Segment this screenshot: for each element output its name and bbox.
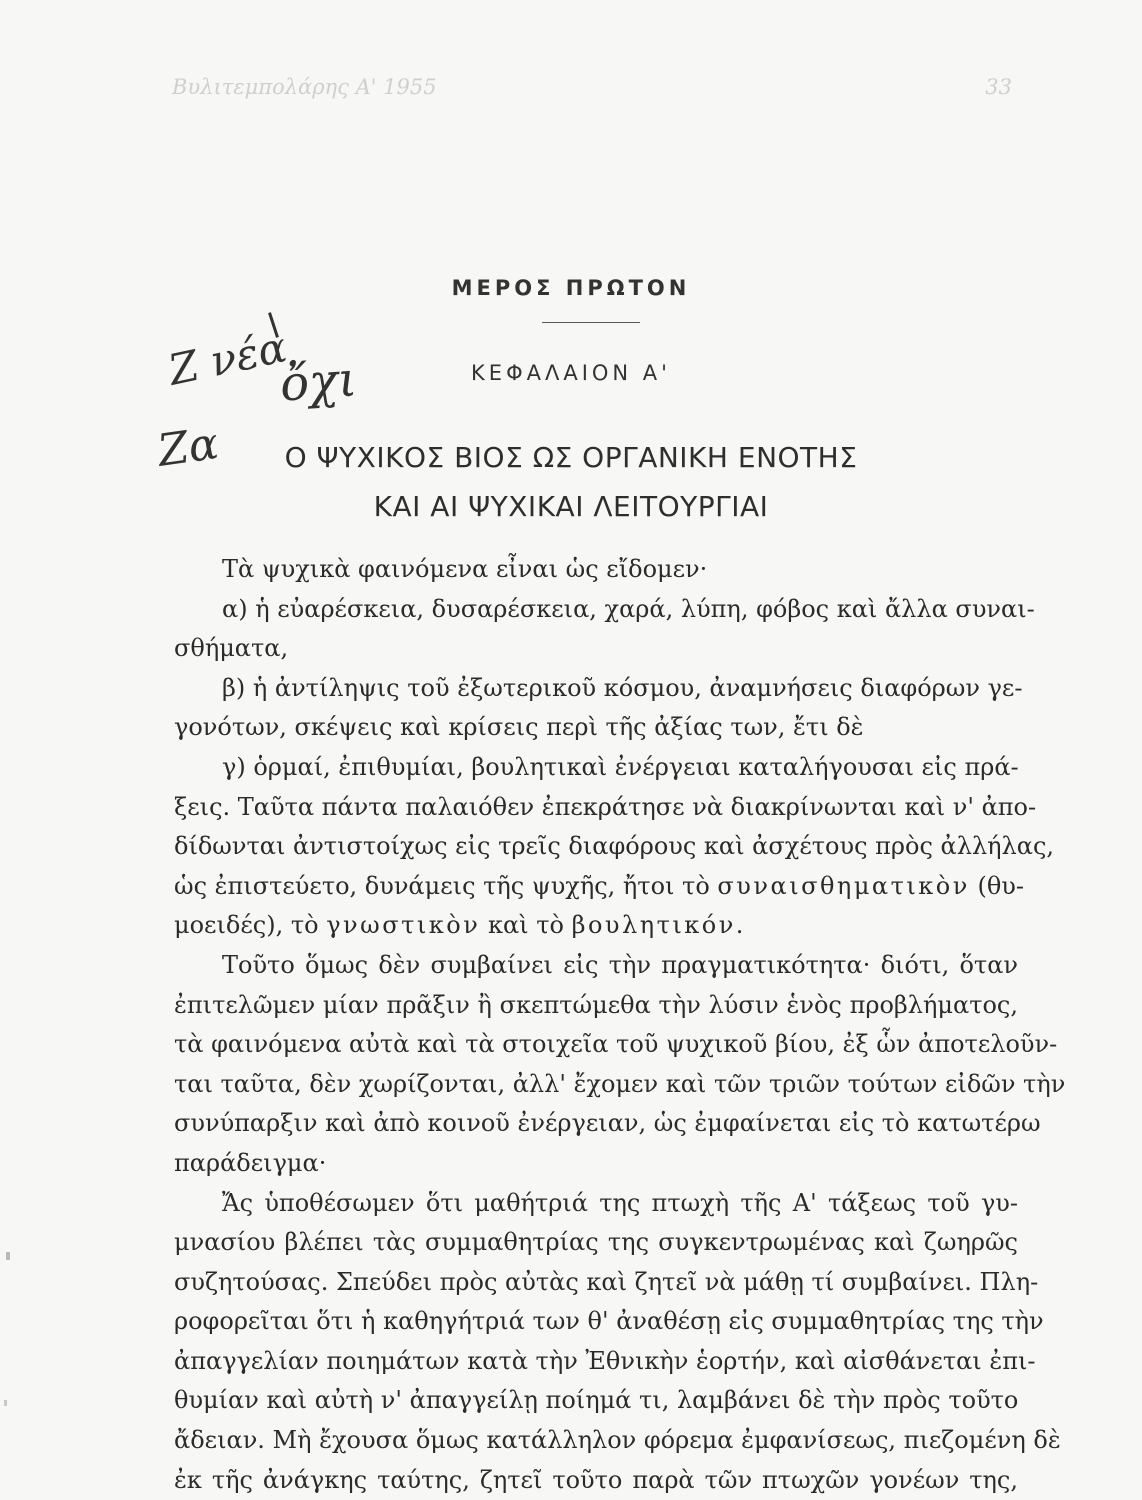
text-line: συζητούσας. Σπεύδει πρὸς αὐτὰς καὶ ζητεῖ νὰ μάθῃ τί συμβαίνει. Πλη- [174,1267,1039,1296]
text-line: ροφορεῖται ὅτι ἡ καθηγήτριά των θ' ἀναθέσῃ εἰς συμμαθητρίας της τὴν [174,1307,1044,1336]
text-line: παράδειγμα· [174,1148,327,1177]
spaced-term: συναισθηματικὸν [717,871,970,900]
text-line: ται ταῦτα, δὲν χωρίζονται, ἀλλ' ἔχομεν καὶ τῶν τριῶν τούτων εἰδῶν τὴν [174,1069,1066,1098]
main-title-line-1: Ο ΨΥΧΙΚΟΣ ΒΙΟΣ ΩΣ ΟΡΓΑΝΙΚΗ ΕΝΟΤΗΣ [284,441,858,474]
spaced-term: γνωστικὸν [326,911,481,940]
text-line: γονότων, σκέψεις καὶ κρίσεις περὶ τῆς ἀξίας των, ἔτι δὲ [174,713,864,742]
scan-artifact [4,1400,7,1406]
part-title: ΜΕΡΟΣ ΠΡΩΤΟΝ [451,276,691,300]
text-line: ἐκ τῆς ἀνάγκης ταύτης, ζητεῖ τοῦτο παρὰ τῶν πτωχῶν γονέων της, [174,1465,1018,1494]
text-line: Ἄς ὑποθέσωμεν ὅτι μαθήτριά της πτωχὴ τῆς Α' τάξεως τοῦ γυ- [222,1188,1018,1217]
text-line: γ) ὁρμαί, ἐπιθυμίαι, βουλητικαὶ ἐνέργειαι καταλήγουσαι εἰς πρά- [222,752,1019,781]
text-segment: ὡς ἐπιστεύετο, δυνάμεις τῆς ψυχῆς, ἤτοι τὸ [174,871,718,900]
handwritten-mark-c: Ζα [154,418,222,477]
bleed-through-header [172,75,1012,99]
text-line [174,906,1018,946]
bleed-through-header-left: Βυλιτεμπολάρης Α' 1955 [172,75,437,99]
text-segment: (θυ- [969,871,1024,900]
spaced-term: βουλητικόν. [571,911,746,940]
main-title-line-2: ΚΑΙ ΑΙ ΨΥΧΙΚΑΙ ΛΕΙΤΟΥΡΓΙΑΙ [373,490,769,523]
body-text [174,550,1066,1500]
text-line: μνασίου βλέπει τὰς συμμαθητρίας της συγκεντρωμένας καὶ ζωηρῶς [174,1228,1018,1257]
handwritten-mark-a: Ζ νέα [164,322,291,395]
text-line: Τὰ ψυχικὰ φαινόμενα εἶναι ὡς εἴδομεν· [222,555,708,583]
text-segment: καὶ τὸ [480,911,572,940]
text-line: ἐπιτελῶμεν μίαν πρᾶξιν ἢ σκεπτώμεθα τὴν λύσιν ἑνὸς προβλήματος, [174,990,1018,1019]
text-line: α) ἡ εὐαρέσκεια, δυσαρέσκεια, χαρά, λύπη, φόβος καὶ ἄλλα συναι- [222,594,1035,623]
text-line [174,867,1024,907]
chapter-title: ΚΕΦΑΛΑΙΟΝ Α' [471,361,671,385]
text-line: Τοῦτο ὅμως δὲν συμβαίνει εἰς τὴν πραγματικότητα· διότι, ὅταν [222,950,1018,979]
text-line: β) ἡ ἀντίληψις τοῦ ἐξωτερικοῦ κόσμου, ἀναμνήσεις διαφόρων γε- [222,673,1023,702]
handwritten-mark-b: ὄχι [278,351,359,413]
text-line: δίδωνται ἀντιστοίχως εἰς τρεῖς διαφόρους καὶ ἀσχέτους πρὸς ἀλλήλας, [174,832,1055,861]
text-line: σθήματα, [174,634,289,663]
scan-artifact [6,1252,10,1260]
text-line: ἄδειαν. Μὴ ἔχουσα ὅμως κατάλληλον φόρεμα ἐμφανίσεως, πιεζομένη δὲ [174,1426,1061,1455]
text-line: ἀπαγγελίαν ποιημάτων κατὰ τὴν Ἐθνικὴν ἑορτήν, καὶ αἰσθάνεται ἐπι- [174,1346,1036,1375]
text-segment: μοειδές), τὸ [174,911,327,940]
title-divider [542,322,640,323]
text-line: θυμίαν καὶ αὐτὴ ν' ἀπαγγείλῃ ποίημά τι, λαμβάνει δὲ τὴν πρὸς τοῦτο [174,1386,1019,1415]
text-line: συνύπαρξιν καὶ ἀπὸ κοινοῦ ἐνέργειαν, ὡς ἐμφαίνεται εἰς τὸ κατωτέρω [174,1109,1041,1138]
bleed-through-page-number: 33 [985,75,1012,99]
text-line: ξεις. Ταῦτα πάντα παλαιόθεν ἐπεκράτησε νὰ διακρίνωνται καὶ ν' ἀπο- [174,792,1037,821]
text-line: τὰ φαινόμενα αὐτὰ καὶ τὰ στοιχεῖα τοῦ ψυχικοῦ βίου, ἐξ ὧν ἀποτελοῦν- [174,1030,1058,1059]
